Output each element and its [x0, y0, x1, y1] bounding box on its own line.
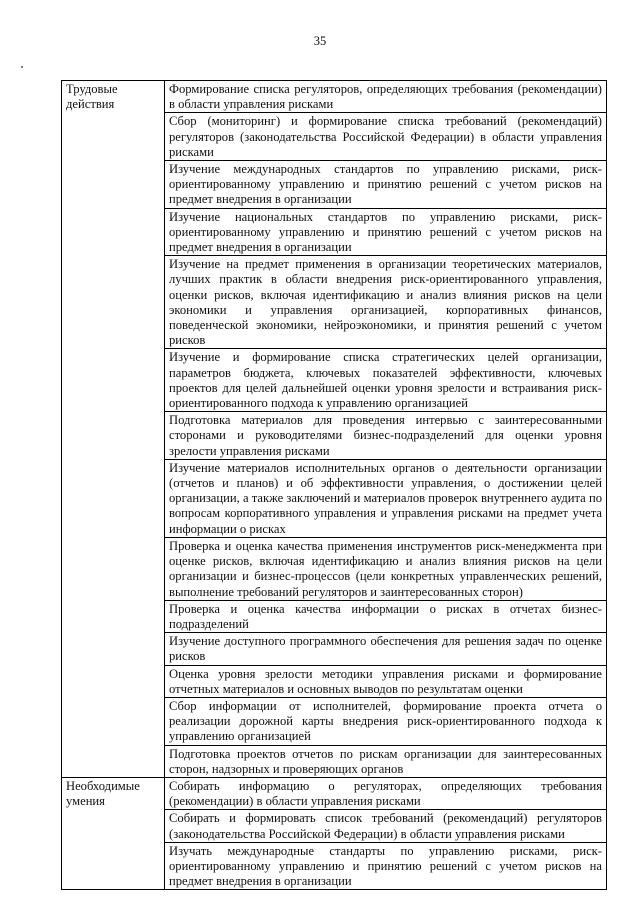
- labor-action-item: Сбор информации от исполнителей, формирование проекта отчета о реализации дорожной карты внедрения риск-ориентированного подхода к управлению организацией: [165, 697, 607, 745]
- labor-action-item: Проверка и оценка качества информации о рисках в отчетах бизнес-подразделений: [165, 600, 607, 632]
- table-row: [62, 777, 607, 809]
- labor-action-item: Проверка и оценка качества применения инструментов риск-менеджмента при оценке рисков, включая идентификацию и анализ влияния рисков на цели организации и бизнес-процессов (цели конкретных управленческих решений, выполнение требований регуляторов и заинтересованных сторон): [165, 537, 607, 600]
- labor-action-item: Подготовка проектов отчетов по рискам организации для заинтересованных сторон, надзорных и проверяющих органов: [165, 745, 607, 777]
- page-number: 35: [313, 34, 327, 48]
- labor-action-item: Изучение доступного программного обеспечения для решения задач по оценке рисков: [165, 633, 607, 665]
- labor-action-item: Изучение и формирование списка стратегических целей организации, параметров бюджета, ключевых показателей эффективности, ключевых проектов для целей дальнейшей оценки уровня зрелости и встраивания риск-ориентированного подхода к управлению организацией: [165, 349, 607, 412]
- labor-action-item: Изучение национальных стандартов по управлению рисками, риск-ориентированному управлению и принятию решений с учетом рисков на предмет внедрения в организации: [165, 208, 607, 256]
- scan-speck: [21, 66, 23, 68]
- labor-action-item: Сбор (мониторинг) и формирование списка требований (рекомендаций) регуляторов (законодательства Российской Федерации) в области управления рисками: [165, 113, 607, 161]
- skill-item: Изучать международные стандарты по управлению рисками, риск-ориентированному управлению и принятию решений с учетом рисков на предмет внедрения в организации: [165, 842, 607, 890]
- skill-item: Собирать и формировать список требований (рекомендаций) регуляторов (законодательства Российской Федерации) в области управления рисками: [165, 810, 607, 842]
- section-label-labor-actions: Трудовые действия: [62, 81, 165, 778]
- section-label-required-skills: Необходимые умения: [62, 777, 165, 889]
- labor-action-item: Подготовка материалов для проведения интервью с заинтересованными сторонами и руководителями бизнес-подразделений для оценки уровня зрелости управления рисками: [165, 412, 607, 460]
- labor-action-item: Изучение международных стандартов по управлению рисками, риск-ориентированному управлению и принятию решений с учетом рисков на предмет внедрения в организации: [165, 161, 607, 209]
- labor-action-item: Оценка уровня зрелости методики управления рисками и формирование отчетных материалов и основных выводов по результатам оценки: [165, 665, 607, 697]
- labor-action-item: Изучение материалов исполнительных органов о деятельности организации (отчетов и планов) и об эффективности управления, о достижении целей организации, а также заключений и материалов проверок внутреннего аудита по вопросам корпоративного управления и управления рисками на предмет учета информации о рисках: [165, 459, 607, 537]
- labor-action-item: Формирование списка регуляторов, определяющих требования (рекомендации) в области управления рисками: [165, 81, 607, 113]
- labor-action-item: Изучение на предмет применения в организации теоретических материалов, лучших практик в области внедрения риск-ориентированного управления, оценки рисков, включая идентификацию и анализ влияния рисков на цели экономики и управления организацией, корпоративных финансов, поведенческой экономики, нейроэкономики, и принятия решений с учетом рисков: [165, 256, 607, 349]
- skill-item: Собирать информацию о регуляторах, определяющих требования (рекомендации) в области управления рисками: [165, 777, 607, 809]
- competency-table: [61, 80, 607, 890]
- table-row: [62, 81, 607, 113]
